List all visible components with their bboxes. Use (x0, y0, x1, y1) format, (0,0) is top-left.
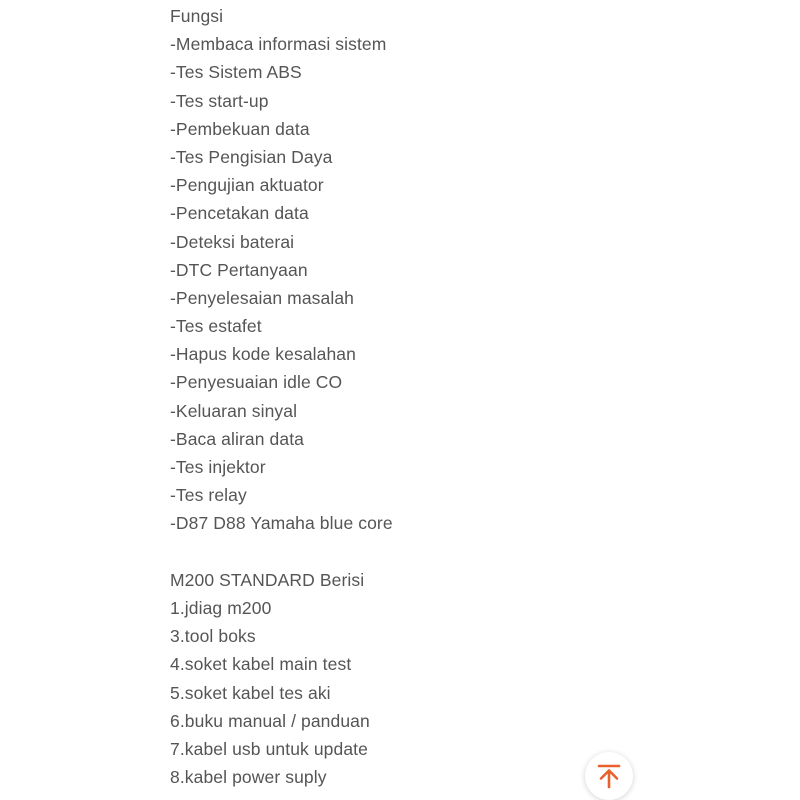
package-item: 1.jdiag m200 (170, 597, 272, 618)
features-heading: Fungsi (170, 6, 224, 26)
package-item: 5.soket kabel tes aki (170, 682, 331, 703)
scroll-to-top-button[interactable] (585, 752, 633, 800)
feature-item: -Tes relay (170, 485, 247, 506)
feature-item: -Hapus kode kesalahan (170, 344, 356, 365)
feature-item: -Pembekuan data (170, 118, 310, 139)
package-item: 3.tool boks (170, 626, 256, 647)
feature-item: -D87 D88 Yamaha blue core (170, 513, 393, 534)
feature-item: -Tes injektor (170, 457, 266, 477)
feature-item: -Membaca informasi sistem (170, 34, 387, 55)
feature-item: -DTC Pertanyaan (170, 259, 308, 280)
feature-item: -Tes Sistem ABS (170, 62, 302, 83)
feature-item: -Penyelesaian masalah (170, 287, 355, 308)
feature-item: -Tes Pengisian Daya (170, 146, 333, 167)
package-item: 4.soket kabel main test (170, 654, 352, 675)
package-item: 8.kabel power suply (170, 767, 327, 788)
feature-item: -Pengujian aktuator (170, 175, 324, 196)
package-item: 7.kabel usb untuk update (170, 738, 368, 759)
description-text (170, 2, 590, 791)
feature-item: -Tes estafet (170, 316, 262, 337)
package-heading: M200 STANDARD Berisi (170, 569, 365, 590)
arrow-up-to-top-icon (595, 762, 623, 790)
feature-item: -Baca aliran data (170, 428, 305, 449)
feature-item: -Pencetakan data (170, 203, 309, 224)
package-item: 6.buku manual / panduan (170, 710, 370, 731)
feature-item: -Keluaran sinyal (170, 400, 298, 421)
feature-item: -Penyesuaian idle CO (170, 372, 343, 393)
feature-item: -Tes start-up (170, 90, 269, 111)
feature-item: -Deteksi baterai (170, 231, 295, 252)
section-spacer (170, 538, 590, 566)
